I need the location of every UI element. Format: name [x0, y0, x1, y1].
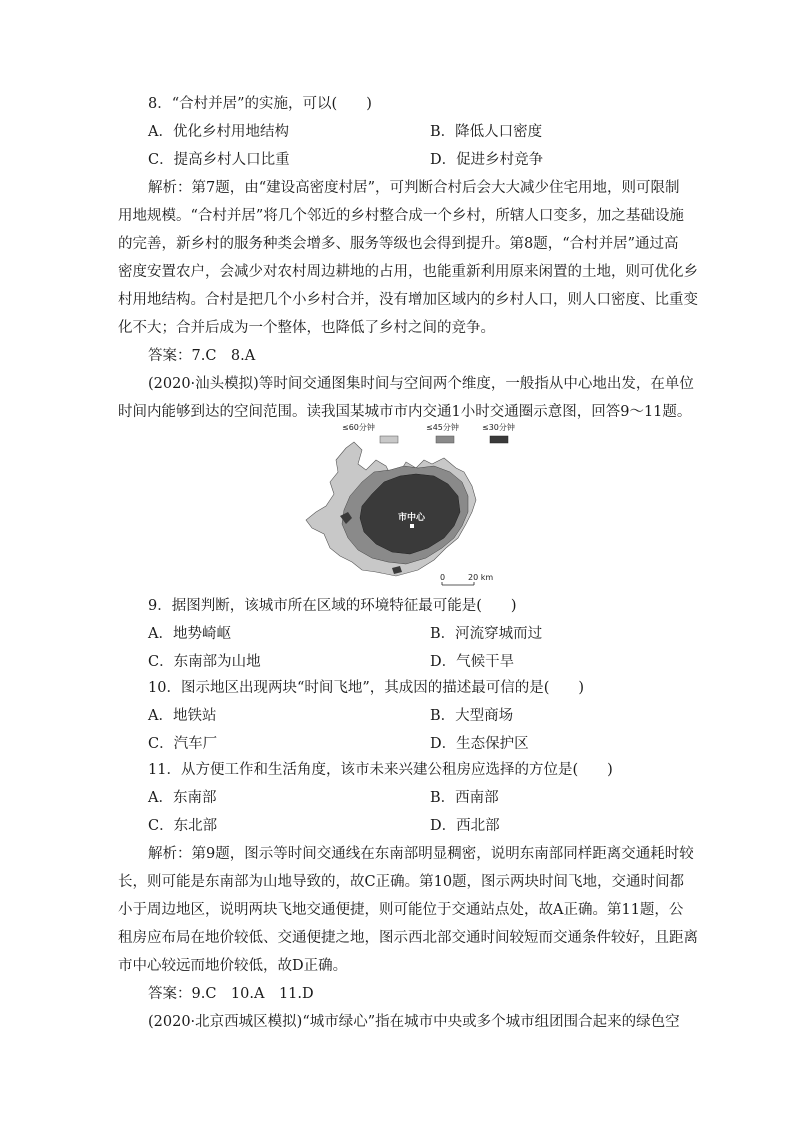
- city-center-label: 市中心: [398, 513, 426, 523]
- q10-stem: 10．图示地区出现两块“时间飞地”，其成因的描述最可信的是( ): [148, 680, 585, 696]
- q10-option-c: C．汽车厂: [148, 736, 218, 752]
- q9-option-a: A．地势崎岖: [148, 626, 231, 642]
- q8-option-b: B．降低人口密度: [430, 124, 543, 140]
- q10-option-b: B．大型商场: [430, 708, 514, 724]
- analysis1-line-1: 解析：第7题，由“建设高密度村居”，可判断合村后会大大减少住宅用地，则可限制: [148, 180, 680, 196]
- legend-30-label: ≤30分钟: [482, 423, 515, 432]
- q9-option-c: C．东南部为山地: [148, 654, 261, 670]
- intro2-line-2: 时间内能够到达的空间范围。读我国某城市市内交通1小时交通圈示意图，回答9～11题。: [118, 404, 692, 420]
- q9-option-d: D．气候干旱: [430, 654, 515, 670]
- legend-60-label: ≤60分钟: [342, 423, 375, 432]
- q8-stem: 8．“合村并居”的实施，可以( ): [148, 96, 372, 112]
- q9-stem: 9．据图判断，该城市所在区域的环境特征最可能是( ): [148, 598, 517, 614]
- analysis1-line-3: 的完善，新乡村的服务种类会增多、服务等级也会得到提升。第8题，“合村并居”通过高: [118, 236, 679, 252]
- analysis2-line-2: 长，则可能是东南部为山地导致的，故C正确。第10题，图示两块时间飞地，交通时间都: [118, 874, 685, 890]
- analysis2-line-1: 解析：第9题，图示等时间交通线在东南部明显稠密，说明东南部同样距离交通耗时较: [148, 846, 694, 862]
- q9-option-b: B．河流穿城而过: [430, 626, 543, 642]
- intro3-line-1: (2020·北京西城区模拟)“城市绿心”指在城市中央或多个城市组团围合起来的绿色空: [148, 1014, 680, 1030]
- city-center-marker: [410, 524, 414, 528]
- legend-45-swatch: [436, 436, 454, 443]
- answer2: 答案：9.C 10.A 11.D: [148, 986, 314, 1002]
- answer1: 答案：7.C 8.A: [148, 348, 256, 364]
- analysis1-line-2: 用地规模。“合村并居”将几个邻近的乡村整合成一个乡村，所辖人口变多，加之基础设施: [118, 208, 684, 224]
- q8-option-a: A．优化乡村用地结构: [148, 124, 289, 140]
- analysis2-line-5: 市中心较远而地价较低，故D正确。: [118, 958, 348, 974]
- q11-stem: 11．从方便工作和生活角度，该市未来兴建公租房应选择的方位是( ): [148, 762, 613, 778]
- legend-60-swatch: [380, 436, 398, 443]
- legend-30-swatch: [490, 436, 508, 443]
- analysis2-line-4: 租房应布局在地价较低、交通便捷之地，图示西北部交通时间较短而交通条件较好，且距离: [118, 930, 698, 946]
- q10-option-a: A．地铁站: [148, 708, 217, 724]
- legend-45-label: ≤45分钟: [426, 423, 459, 432]
- q10-option-d: D．生态保护区: [430, 736, 529, 752]
- scale-label: 20 km: [468, 573, 494, 582]
- q8-option-d: D．促进乡村竞争: [430, 152, 544, 168]
- intro2-line-1: (2020·汕头模拟)等时间交通图集时间与空间两个维度，一般指从中心地出发，在单位: [148, 376, 694, 392]
- analysis2-line-3: 小于周边地区，说明两块飞地交通便捷，则可能位于交通站点处，故A正确。第11题，公: [118, 902, 684, 918]
- analysis1-line-5: 村用地结构。合村是把几个小乡村合并，没有增加区域内的乡村人口，则人口密度、比重变: [118, 292, 698, 308]
- q11-option-a: A．东南部: [148, 790, 217, 806]
- q11-option-b: B．西南部: [430, 790, 499, 806]
- q11-option-d: D．西北部: [430, 818, 500, 834]
- q11-option-c: C．东北部: [148, 818, 218, 834]
- q8-option-c: C．提高乡村人口比重: [148, 152, 290, 168]
- analysis1-line-6: 化不大；合并后成为一个整体，也降低了乡村之间的竞争。: [118, 320, 495, 336]
- traffic-circle-map: [296, 420, 516, 590]
- analysis1-line-4: 密度安置农户，会减少对农村周边耕地的占用，也能重新利用原来闲置的土地，则可优化乡: [118, 264, 698, 280]
- scale-zero: 0: [440, 573, 446, 582]
